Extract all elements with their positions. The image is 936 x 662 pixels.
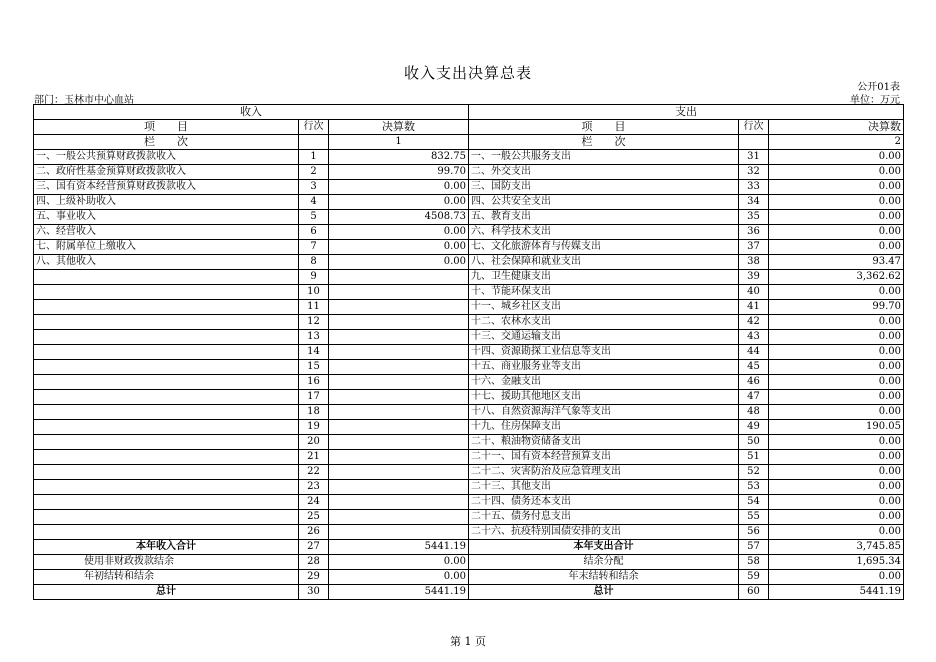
expense-amount: 0.00 [769,210,904,225]
expense-item-name: 十四、资源勘探工业信息等支出 [469,345,739,360]
expense-item-name: 二、外交支出 [469,165,739,180]
table-row [34,510,904,525]
expense-summary-name: 年末结转和结余 [469,570,739,585]
table-row [34,225,904,240]
income-row-number: 23 [299,480,329,495]
expense-row-number: 47 [739,390,769,405]
expense-item-name: 二十一、国有资本经营预算支出 [469,450,739,465]
expense-row-number: 35 [739,210,769,225]
expense-amount: 0.00 [769,435,904,450]
table-row [34,420,904,435]
income-row-number: 28 [299,555,329,570]
expense-amount: 0.00 [769,495,904,510]
expense-row-number: 46 [739,375,769,390]
income-item-name: 四、上级补助收入 [34,195,299,210]
expense-amount: 0.00 [769,525,904,540]
income-item-name [34,420,299,435]
expense-summary-name: 总计 [469,585,739,600]
expense-amount: 3,362.62 [769,270,904,285]
income-amount: 0.00 [329,195,469,210]
table-row [34,165,904,180]
table-row [34,450,904,465]
income-row-number: 25 [299,510,329,525]
expense-row-number: 54 [739,495,769,510]
income-column-label: 栏 次 [34,135,299,150]
expense-item-name: 二十四、债务还本支出 [469,495,739,510]
income-item-name [34,495,299,510]
income-amount [329,315,469,330]
income-amount [329,375,469,390]
income-amount [329,300,469,315]
income-summary-name: 使用非财政拨款结余 [34,555,299,570]
income-header: 收入 [34,105,469,120]
income-item-name: 七、附属单位上缴收入 [34,240,299,255]
expense-row-number: 52 [739,465,769,480]
table-row [34,465,904,480]
expense-row-number: 60 [739,585,769,600]
expense-amount: 0.00 [769,570,904,585]
expense-item-name: 十七、援助其他地区支出 [469,390,739,405]
expense-item-name: 十六、金融支出 [469,375,739,390]
expense-row-number: 40 [739,285,769,300]
expense-item-name: 七、文化旅游体育与传媒支出 [469,240,739,255]
income-item-name: 三、国有资本经营预算财政拨款收入 [34,180,299,195]
expense-row-number: 57 [739,540,769,555]
table-row [34,375,904,390]
income-amount: 0.00 [329,555,469,570]
income-item-name [34,270,299,285]
income-row-number: 27 [299,540,329,555]
expense-summary-name: 本年支出合计 [469,540,739,555]
income-row-number: 6 [299,225,329,240]
expense-amount: 0.00 [769,315,904,330]
expense-amount: 0.00 [769,480,904,495]
income-amount: 99.70 [329,165,469,180]
table-row [34,390,904,405]
expense-item-name: 三、国防支出 [469,180,739,195]
expense-item-name: 二十三、其他支出 [469,480,739,495]
income-row-number: 22 [299,465,329,480]
expense-amount: 0.00 [769,330,904,345]
expense-amount: 0.00 [769,390,904,405]
expense-row-number: 34 [739,195,769,210]
income-amount [329,420,469,435]
expense-item-name: 一、一般公共服务支出 [469,150,739,165]
expense-amount: 0.00 [769,345,904,360]
expense-row-number: 48 [739,405,769,420]
table-row [34,495,904,510]
table-row [34,270,904,285]
income-item-name [34,375,299,390]
expense-row-number: 38 [739,255,769,270]
income-amount [329,450,469,465]
table-row [34,435,904,450]
income-row-number: 29 [299,570,329,585]
expense-item-name: 十九、住房保障支出 [469,420,739,435]
expense-row-number: 37 [739,240,769,255]
income-summary-name: 本年收入合计 [34,540,299,555]
income-amount [329,360,469,375]
expense-amount: 0.00 [769,375,904,390]
income-row-number: 7 [299,240,329,255]
income-item-name [34,405,299,420]
expense-row-number: 32 [739,165,769,180]
income-item-name [34,360,299,375]
income-row-number: 17 [299,390,329,405]
income-item-name [34,525,299,540]
income-amount [329,345,469,360]
table-row [34,195,904,210]
expense-row-number: 58 [739,555,769,570]
expense-amount-header: 决算数 [769,120,904,135]
income-item-name [34,330,299,345]
income-item-name: 一、一般公共预算财政拨款收入 [34,150,299,165]
table-row [34,240,904,255]
table-row [34,210,904,225]
expense-item-name: 二十五、债务付息支出 [469,510,739,525]
income-amount-header: 决算数 [329,120,469,135]
expense-item-name: 五、教育支出 [469,210,739,225]
income-item-name [34,510,299,525]
income-amount [329,495,469,510]
expense-summary-name: 结余分配 [469,555,739,570]
expense-amount: 0.00 [769,180,904,195]
expense-amount: 0.00 [769,405,904,420]
income-item-name: 六、经营收入 [34,225,299,240]
expense-row-number: 45 [739,360,769,375]
income-row-number: 2 [299,165,329,180]
expense-row-number: 50 [739,435,769,450]
expense-item-name: 二十二、灾害防治及应急管理支出 [469,465,739,480]
table-row [34,360,904,375]
expense-row-number: 42 [739,315,769,330]
page-title: 收入支出决算总表 [403,64,532,82]
income-amount: 4508.73 [329,210,469,225]
expense-amount: 0.00 [769,465,904,480]
income-amount: 5441.19 [329,585,469,600]
expense-item-header: 项 目 [469,120,739,135]
summary-row [34,540,904,555]
income-row-number: 3 [299,180,329,195]
income-row-number: 4 [299,195,329,210]
income-amount [329,405,469,420]
income-amount [329,330,469,345]
expense-item-name: 十三、交通运输支出 [469,330,739,345]
income-item-name [34,300,299,315]
income-row-number: 10 [299,285,329,300]
income-summary-name: 年初结转和结余 [34,570,299,585]
income-row-number: 14 [299,345,329,360]
expense-amount: 0.00 [769,360,904,375]
table-row [34,180,904,195]
expense-item-name: 十一、城乡社区支出 [469,300,739,315]
expense-row-number: 51 [739,450,769,465]
expense-item-name: 十二、农林水支出 [469,315,739,330]
income-column-number: 1 [329,135,469,150]
income-summary-name: 总计 [34,585,299,600]
expense-item-name: 九、卫生健康支出 [469,270,739,285]
expense-item-name: 十五、商业服务业等支出 [469,360,739,375]
income-item-name [34,345,299,360]
department-label: 部门：玉林市中心血站 [34,95,134,106]
income-row-number: 24 [299,495,329,510]
table-row [34,330,904,345]
unit-label: 单位：万元 [850,95,900,106]
income-row-number: 30 [299,585,329,600]
expense-row-number: 36 [739,225,769,240]
income-amount [329,435,469,450]
expense-item-name: 四、公共安全支出 [469,195,739,210]
expense-amount: 0.00 [769,285,904,300]
expense-item-name: 二十、粮油物资储备支出 [469,435,739,450]
expense-amount: 5441.19 [769,585,904,600]
table-row [34,300,904,315]
expense-amount: 190.05 [769,420,904,435]
income-amount [329,390,469,405]
expense-row-number: 44 [739,345,769,360]
form-code: 公开01表 [857,82,900,93]
summary-row [34,585,904,600]
expense-amount: 0.00 [769,510,904,525]
income-row-number: 9 [299,270,329,285]
expense-column-label: 栏 次 [469,135,739,150]
income-row-number: 21 [299,450,329,465]
expense-header: 支出 [469,105,904,120]
income-amount: 5441.19 [329,540,469,555]
expense-row-number: 41 [739,300,769,315]
income-column-blank [299,135,329,150]
income-amount [329,480,469,495]
income-item-header: 项 目 [34,120,299,135]
table-row [34,315,904,330]
income-item-name [34,390,299,405]
expense-row-number: 59 [739,570,769,585]
income-row-number: 12 [299,315,329,330]
income-item-name [34,450,299,465]
expense-amount: 0.00 [769,225,904,240]
expense-amount: 99.70 [769,300,904,315]
income-amount [329,270,469,285]
table-row [34,285,904,300]
income-row-number: 16 [299,375,329,390]
expense-amount: 0.00 [769,240,904,255]
income-row-number: 8 [299,255,329,270]
expense-amount: 0.00 [769,165,904,180]
table-row [34,255,904,270]
income-item-name [34,480,299,495]
expense-item-name: 二十六、抗疫特别国债安排的支出 [469,525,739,540]
income-row-number: 18 [299,405,329,420]
expense-row-number: 39 [739,270,769,285]
table-row [34,150,904,165]
income-amount: 0.00 [329,240,469,255]
expense-row-number: 49 [739,420,769,435]
expense-column-blank [739,135,769,150]
expense-row-number: 56 [739,525,769,540]
income-amount: 0.00 [329,225,469,240]
expense-amount: 0.00 [769,450,904,465]
expense-amount: 1,695.34 [769,555,904,570]
income-rowno-header: 行次 [299,120,329,135]
table-row [34,345,904,360]
expense-amount: 0.00 [769,195,904,210]
summary-row [34,555,904,570]
expense-amount: 0.00 [769,150,904,165]
income-amount: 0.00 [329,570,469,585]
income-row-number: 26 [299,525,329,540]
summary-row [34,570,904,585]
income-item-name [34,315,299,330]
income-item-name [34,285,299,300]
expense-row-number: 33 [739,180,769,195]
table-row [34,525,904,540]
expense-item-name: 十、节能环保支出 [469,285,739,300]
income-amount [329,285,469,300]
income-amount: 832.75 [329,150,469,165]
income-item-name: 二、政府性基金预算财政拨款收入 [34,165,299,180]
expense-item-name: 十八、自然资源海洋气象等支出 [469,405,739,420]
income-amount [329,525,469,540]
income-item-name [34,435,299,450]
income-amount [329,510,469,525]
income-amount [329,465,469,480]
table-row [34,405,904,420]
expense-rowno-header: 行次 [739,120,769,135]
income-row-number: 20 [299,435,329,450]
income-row-number: 11 [299,300,329,315]
expense-amount: 93.47 [769,255,904,270]
income-item-name: 八、其他收入 [34,255,299,270]
expense-column-number: 2 [769,135,904,150]
expense-item-name: 八、社会保障和就业支出 [469,255,739,270]
income-amount: 0.00 [329,180,469,195]
expense-amount: 3,745.85 [769,540,904,555]
table-row [34,480,904,495]
expense-row-number: 55 [739,510,769,525]
income-item-name [34,465,299,480]
income-amount: 0.00 [329,255,469,270]
page-footer: 第 1 页 [450,635,486,648]
expense-row-number: 43 [739,330,769,345]
income-item-name: 五、事业收入 [34,210,299,225]
income-row-number: 1 [299,150,329,165]
expense-row-number: 31 [739,150,769,165]
income-row-number: 15 [299,360,329,375]
income-expense-table [33,104,904,600]
income-row-number: 13 [299,330,329,345]
expense-item-name: 六、科学技术支出 [469,225,739,240]
expense-row-number: 53 [739,480,769,495]
income-row-number: 5 [299,210,329,225]
income-row-number: 19 [299,420,329,435]
